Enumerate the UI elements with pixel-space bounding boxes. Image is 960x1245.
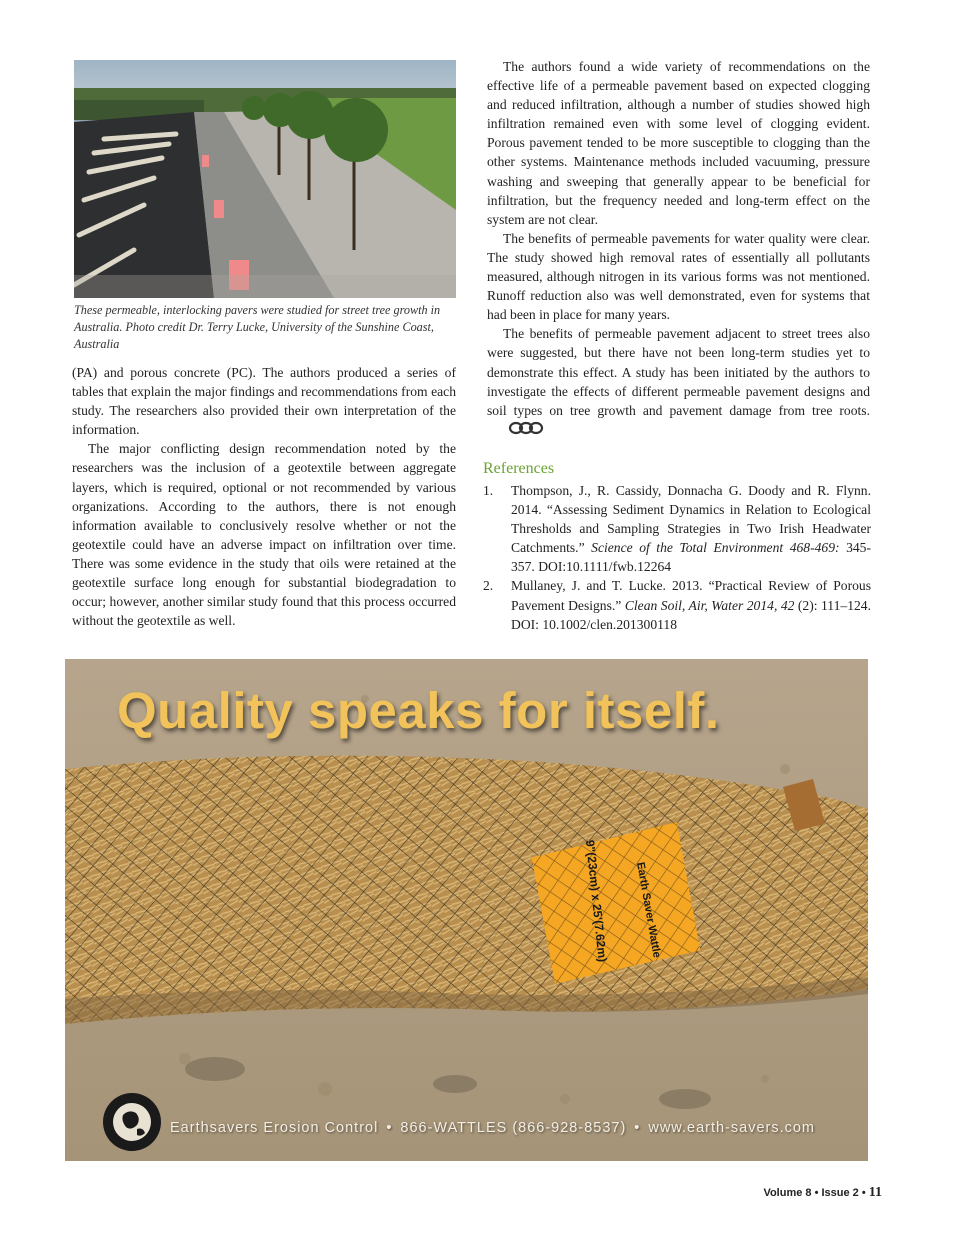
paver-photo [74, 60, 456, 298]
separator-dot: • [634, 1120, 641, 1136]
reference-text-end: 345-357. DOI:10.1111/fwb.12264 [511, 540, 872, 575]
body-paragraph: The benefits of permeable pavements for water quality were clear. The study showed high removal rates of essentially all pollutants measured, although nitrogen in its various forms was not mentioned. Runoff reduction also was well demonstrated, even for systems that had been in place for many years. [487, 230, 870, 323]
reference-text-end: (2): 111–124. DOI: 10.1002/clen.201300118 [511, 597, 871, 632]
reference-journal: Science of the Total Environment 468-469: [591, 540, 840, 556]
references-heading: References [483, 460, 555, 477]
reference-text: Mullaney, J. and T. Lucke. 2013. “Practical Review of Porous Pavement Designs.” [511, 578, 871, 613]
issue-label: Volume 8 • Issue 2 • [763, 1187, 866, 1199]
references-list [483, 481, 871, 634]
right-column [487, 57, 870, 440]
wattle-tag-brand: Earth Saver Wattle [634, 861, 663, 959]
end-of-article-icon [491, 421, 545, 440]
body-paragraph-text: The benefits of permeable pavement adjacent to street trees also were suggested, but there have not been long-term studies yet to demonstrate this effect. A study has been initiated by the authors to investigate the effects of different permeable pavement designs and soil types on tree growth and pavement damage from tree roots. [487, 326, 870, 418]
separator-dot: • [386, 1120, 393, 1136]
reference-item [483, 481, 871, 576]
wattle-tag-size: 9"(23cm) x 25'(7.62m) [582, 839, 610, 963]
earthsavers-advertisement [65, 659, 868, 1161]
earthsavers-logo [101, 1091, 163, 1153]
ad-url[interactable]: www.earth-savers.com [648, 1120, 816, 1136]
reference-number: 2. [483, 578, 494, 594]
left-column [72, 363, 456, 630]
page-number: 11 [868, 1185, 882, 1200]
reference-item [483, 576, 871, 633]
body-paragraph: The major conflicting design recommendation noted by the researchers was the inclusion of a geotextile between aggregate layers, which is required, optional or not recommended by various organizations. According to the authors, there is not enough information available to conclusively resolve whether or not the geotextile could have an adverse impact on infiltration over time. There was some evidence in the study that oils were retained at the geotextile surface long enough for substantial biodegradation to occur; however, another similar study found that this process occurred without the geotextile as well. [72, 441, 456, 629]
page-folio [763, 1185, 882, 1201]
reference-text: Thompson, J., R. Cassidy, Donnacha G. Doody and R. Flynn. 2014. “Assessing Sediment Dynamics in Relation to Ecological Thresholds and Sampling Strategies in Two Irish Headwater Catchments.” [511, 483, 871, 556]
ad-headline: Quality speaks for itself. [117, 682, 720, 739]
body-paragraph: (PA) and porous concrete (PC). The authors produced a series of tables that explain the major findings and recommendations from each study. The researchers also provided their own interpretation of the information. [72, 365, 456, 438]
reference-number: 1. [483, 483, 494, 498]
photo-caption: These permeable, interlocking pavers were studied for street tree growth in Australia. Photo credit Dr. Terry Lucke, University of the Sunshine Coast, Australia [74, 303, 441, 351]
ad-company: Earthsavers Erosion Control [170, 1120, 379, 1136]
body-paragraph: The authors found a wide variety of recommendations on the effective life of a permeable pavement based on expected clogging and reduced infiltration, although a number of studies showed high infiltration remained even with some level of clogging evident. Porous pavement tended to be more susceptible to clogging than the other systems. Maintenance methods included vacuuming, pressure washing and sweeping that generally appear to be beneficial for infiltration, but the frequency needed and long-term effect on the system are not clear. [487, 59, 870, 227]
ad-contact-line [170, 1120, 815, 1136]
reference-journal: Clean Soil, Air, Water 2014, 42 [624, 597, 795, 613]
body-paragraph-last [487, 324, 870, 440]
ad-phone: 866-WATTLES (866-928-8537) [400, 1120, 627, 1136]
